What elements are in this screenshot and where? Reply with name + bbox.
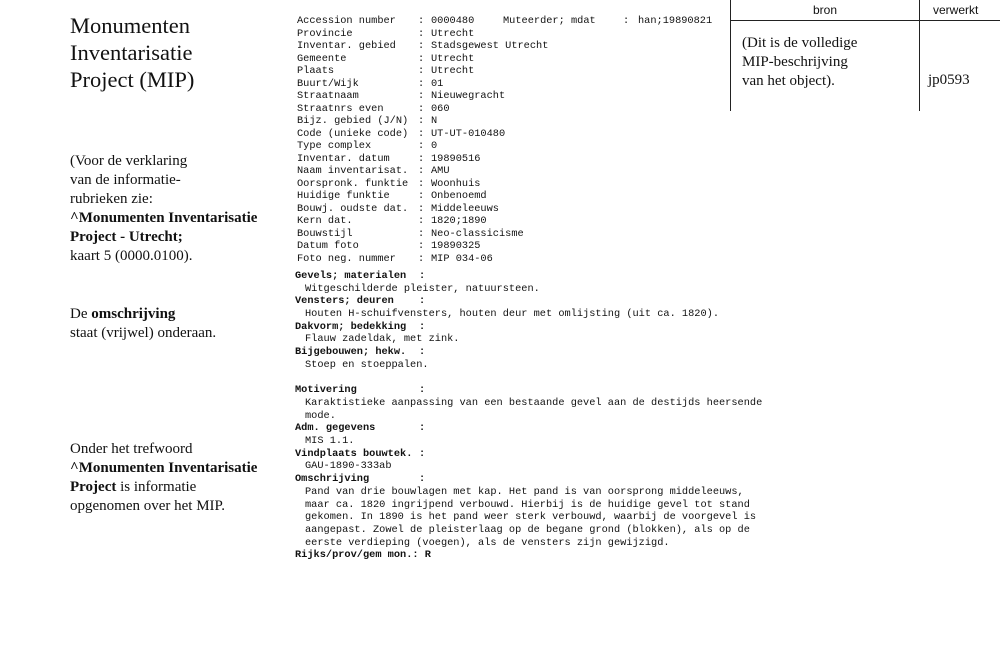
reference-link: Project - Utrecht; — [70, 229, 183, 245]
field-label: Inventar. gebied — [297, 40, 396, 52]
reference-link: ^Monumenten Inventarisatie — [70, 210, 258, 226]
field-colon: : — [418, 40, 425, 52]
muteerder-label: Muteerder; mdat — [503, 15, 596, 27]
field-colon: : — [418, 140, 425, 152]
section-label-text: Adm. gegevens — [295, 422, 376, 435]
field-label: Code (unieke code) — [297, 127, 409, 140]
description-note — [70, 305, 216, 343]
section-label — [295, 473, 835, 486]
bron-line: van het object). — [742, 73, 835, 89]
note-line: (Voor de verklaring — [70, 153, 188, 169]
field-colon: : — [418, 252, 425, 265]
bron-line: (Dit is de volledige — [742, 35, 858, 51]
field-label: Buurt/Wijk — [297, 77, 359, 90]
section — [295, 321, 835, 346]
section-colon: : — [419, 473, 426, 486]
field-colon: : — [418, 15, 425, 27]
note-line: rubrieken zie: — [70, 191, 153, 207]
section-text-line: mode. — [305, 409, 336, 422]
field-value: Utrecht — [431, 52, 475, 65]
section-colon: : — [419, 422, 426, 435]
section-text-line: Flauw zadeldak, met zink. — [305, 333, 460, 346]
field-label: Bouwj. oudste dat. — [297, 202, 409, 215]
section-label-text: Motivering — [295, 384, 357, 397]
section-text-line: MIS 1.1. — [305, 435, 355, 448]
note-line: van de informatie- — [70, 172, 181, 188]
field-value: Utrecht — [431, 27, 475, 40]
field-colon: : — [418, 77, 425, 90]
field-value: Stadsgewest Utrecht — [431, 40, 549, 52]
note-line: kaart 5 (0000.0100). — [70, 248, 193, 264]
section-gap — [295, 372, 835, 385]
field-value: 0 — [431, 140, 438, 152]
bron-text — [742, 34, 857, 91]
title-line: Inventarisatie — [70, 40, 193, 65]
note-line: Onder het trefwoord — [70, 441, 193, 457]
section — [295, 473, 835, 549]
field-label: Huidige funktie — [297, 190, 390, 202]
section-text-line: Witgeschilderde pleister, natuursteen. — [305, 282, 540, 295]
section-colon: : — [419, 270, 426, 282]
field-colon: : — [418, 202, 425, 215]
field-value: N — [431, 115, 438, 127]
final-field — [295, 549, 835, 562]
section-text-line: Pand van drie bouwlagen met kap. Het pand is van oorsprong middeleeuws, — [305, 485, 744, 498]
field-colon: : — [418, 190, 425, 202]
field-label: Naam inventarisat. — [297, 165, 409, 177]
section-text-line: gekomen. In 1890 is het pand weer sterk verbouwd, waarbij de voorgevel is — [305, 511, 757, 524]
field-value: 1820;1890 — [431, 215, 487, 227]
section-text-line: maar ca. 1820 ingrijpend verbouwd. Hierbij is de huidige gevel tot stand — [305, 498, 750, 511]
note-bold: omschrijving — [91, 306, 176, 322]
field-label: Type complex — [297, 140, 372, 152]
field-label: Plaats — [297, 65, 335, 77]
section — [295, 448, 835, 473]
field-value: Neo-classicisme — [431, 227, 524, 240]
section-label — [295, 384, 835, 397]
field-colon: : — [418, 127, 425, 140]
section-label — [295, 422, 835, 435]
field-label: Gemeente — [297, 52, 347, 65]
field-colon: : — [418, 65, 425, 77]
field-label: Oorspronk. funktie — [297, 177, 409, 190]
note-text: is informatie — [116, 479, 197, 495]
box-divider — [919, 0, 920, 111]
title-line: Monumenten — [70, 13, 190, 38]
field-colon: : — [418, 215, 425, 227]
source-box — [730, 0, 1000, 111]
field-value: 19890516 — [431, 152, 481, 165]
section-label-text: Gevels; materialen — [295, 270, 407, 282]
field-value: Utrecht — [431, 65, 475, 77]
section-label-text: Bijgebouwen; hekw. — [295, 346, 407, 359]
section — [295, 346, 835, 371]
field-value: 19890325 — [431, 240, 481, 252]
reference-link: Project — [70, 479, 117, 495]
section-label — [295, 295, 835, 308]
explanation-note — [70, 152, 257, 266]
field-label: Inventar. datum — [297, 152, 390, 165]
section — [295, 422, 835, 447]
section-label-text: Vindplaats bouwtek. — [295, 447, 413, 460]
section-label — [295, 270, 835, 283]
section-label — [295, 346, 835, 359]
title-line: Project (MIP) — [70, 67, 195, 92]
field-label: Provincie — [297, 27, 353, 40]
bron-line: MIP-beschrijving — [742, 54, 848, 70]
section-colon: : — [419, 320, 426, 333]
section-label: Rijks/prov/gem mon.: R — [295, 549, 431, 562]
field-colon: : — [418, 165, 425, 177]
section — [295, 295, 835, 320]
field-value: Onbenoemd — [431, 190, 487, 202]
section-text-line: eerste verdieping (voegen), als de vensters zijn gewijzigd. — [305, 536, 670, 549]
muteerder-value: han;19890821 — [638, 15, 713, 27]
field-label: Accession number — [297, 15, 396, 27]
field-colon: : — [418, 177, 425, 190]
note-line: staat (vrijwel) onderaan. — [70, 325, 217, 341]
verwerkt-header: verwerkt — [933, 3, 979, 17]
section-colon: : — [419, 384, 426, 397]
field-label: Datum foto — [297, 240, 359, 252]
field-value: Woonhuis — [431, 177, 481, 190]
field-colon: : — [418, 152, 425, 165]
note-text: De — [70, 306, 92, 322]
verwerkt-value: jp0593 — [928, 72, 970, 88]
field-value: 060 — [431, 102, 450, 115]
field-colon: : — [418, 27, 425, 40]
field-value: MIP 034-06 — [431, 252, 493, 265]
document-title — [70, 12, 194, 93]
box-divider — [730, 0, 731, 111]
section-colon: : — [419, 295, 426, 308]
final-field-value: R — [424, 549, 431, 562]
section-colon: : — [419, 346, 426, 359]
final-field-label: Rijks/prov/gem mon. — [295, 549, 413, 562]
record-sections — [295, 270, 835, 562]
section-text-line: GAU-1890-333ab — [305, 460, 392, 473]
section-colon: : — [419, 447, 426, 460]
field-colon: : — [418, 102, 425, 115]
section-label — [295, 321, 835, 334]
section-text-line: aangepast. Zowel de pleisterlaag op de begane grond (blokken), als op de — [305, 523, 750, 536]
section-label — [295, 448, 835, 461]
field-label: Straatnaam — [297, 90, 359, 102]
field-value: UT-UT-010480 — [431, 127, 506, 140]
section — [295, 384, 835, 422]
keyword-note — [70, 440, 257, 516]
reference-link: ^Monumenten Inventarisatie — [70, 460, 258, 476]
field-label: Bijz. gebied (J/N) — [297, 115, 409, 127]
section-text-line: Houten H-schuifvensters, houten deur met omlijsting (uit ca. 1820). — [305, 308, 720, 321]
field-label: Kern dat. — [297, 215, 353, 227]
section-label-text: Omschrijving — [295, 473, 370, 486]
note-line: opgenomen over het MIP. — [70, 498, 225, 514]
field-colon: : — [418, 227, 425, 240]
section-label-text: Vensters; deuren — [295, 295, 394, 308]
section-label-text: Dakvorm; bedekking — [295, 320, 407, 333]
field-label: Foto neg. nummer — [297, 252, 396, 265]
field-colon: : — [418, 240, 425, 252]
section-text-line: Karaktistieke aanpassing van een bestaande gevel aan de destijds heersende — [305, 396, 763, 409]
field-value: 0000480 — [431, 15, 475, 27]
field-colon: : — [418, 90, 425, 102]
bron-header: bron — [813, 3, 838, 17]
field-label: Straatnrs even — [297, 102, 384, 115]
field-value: Middeleeuws — [431, 202, 499, 215]
field-colon: : — [418, 52, 425, 65]
section-text-line: Stoep en stoeppalen. — [305, 358, 429, 371]
section — [295, 270, 835, 295]
field-value: AMU — [431, 165, 450, 177]
field-colon: : — [623, 15, 630, 27]
box-header-rule — [730, 20, 1000, 21]
field-value: Nieuwegracht — [431, 90, 506, 102]
field-value: 01 — [431, 77, 444, 90]
field-colon: : — [418, 115, 425, 127]
field-label: Bouwstijl — [297, 227, 353, 240]
